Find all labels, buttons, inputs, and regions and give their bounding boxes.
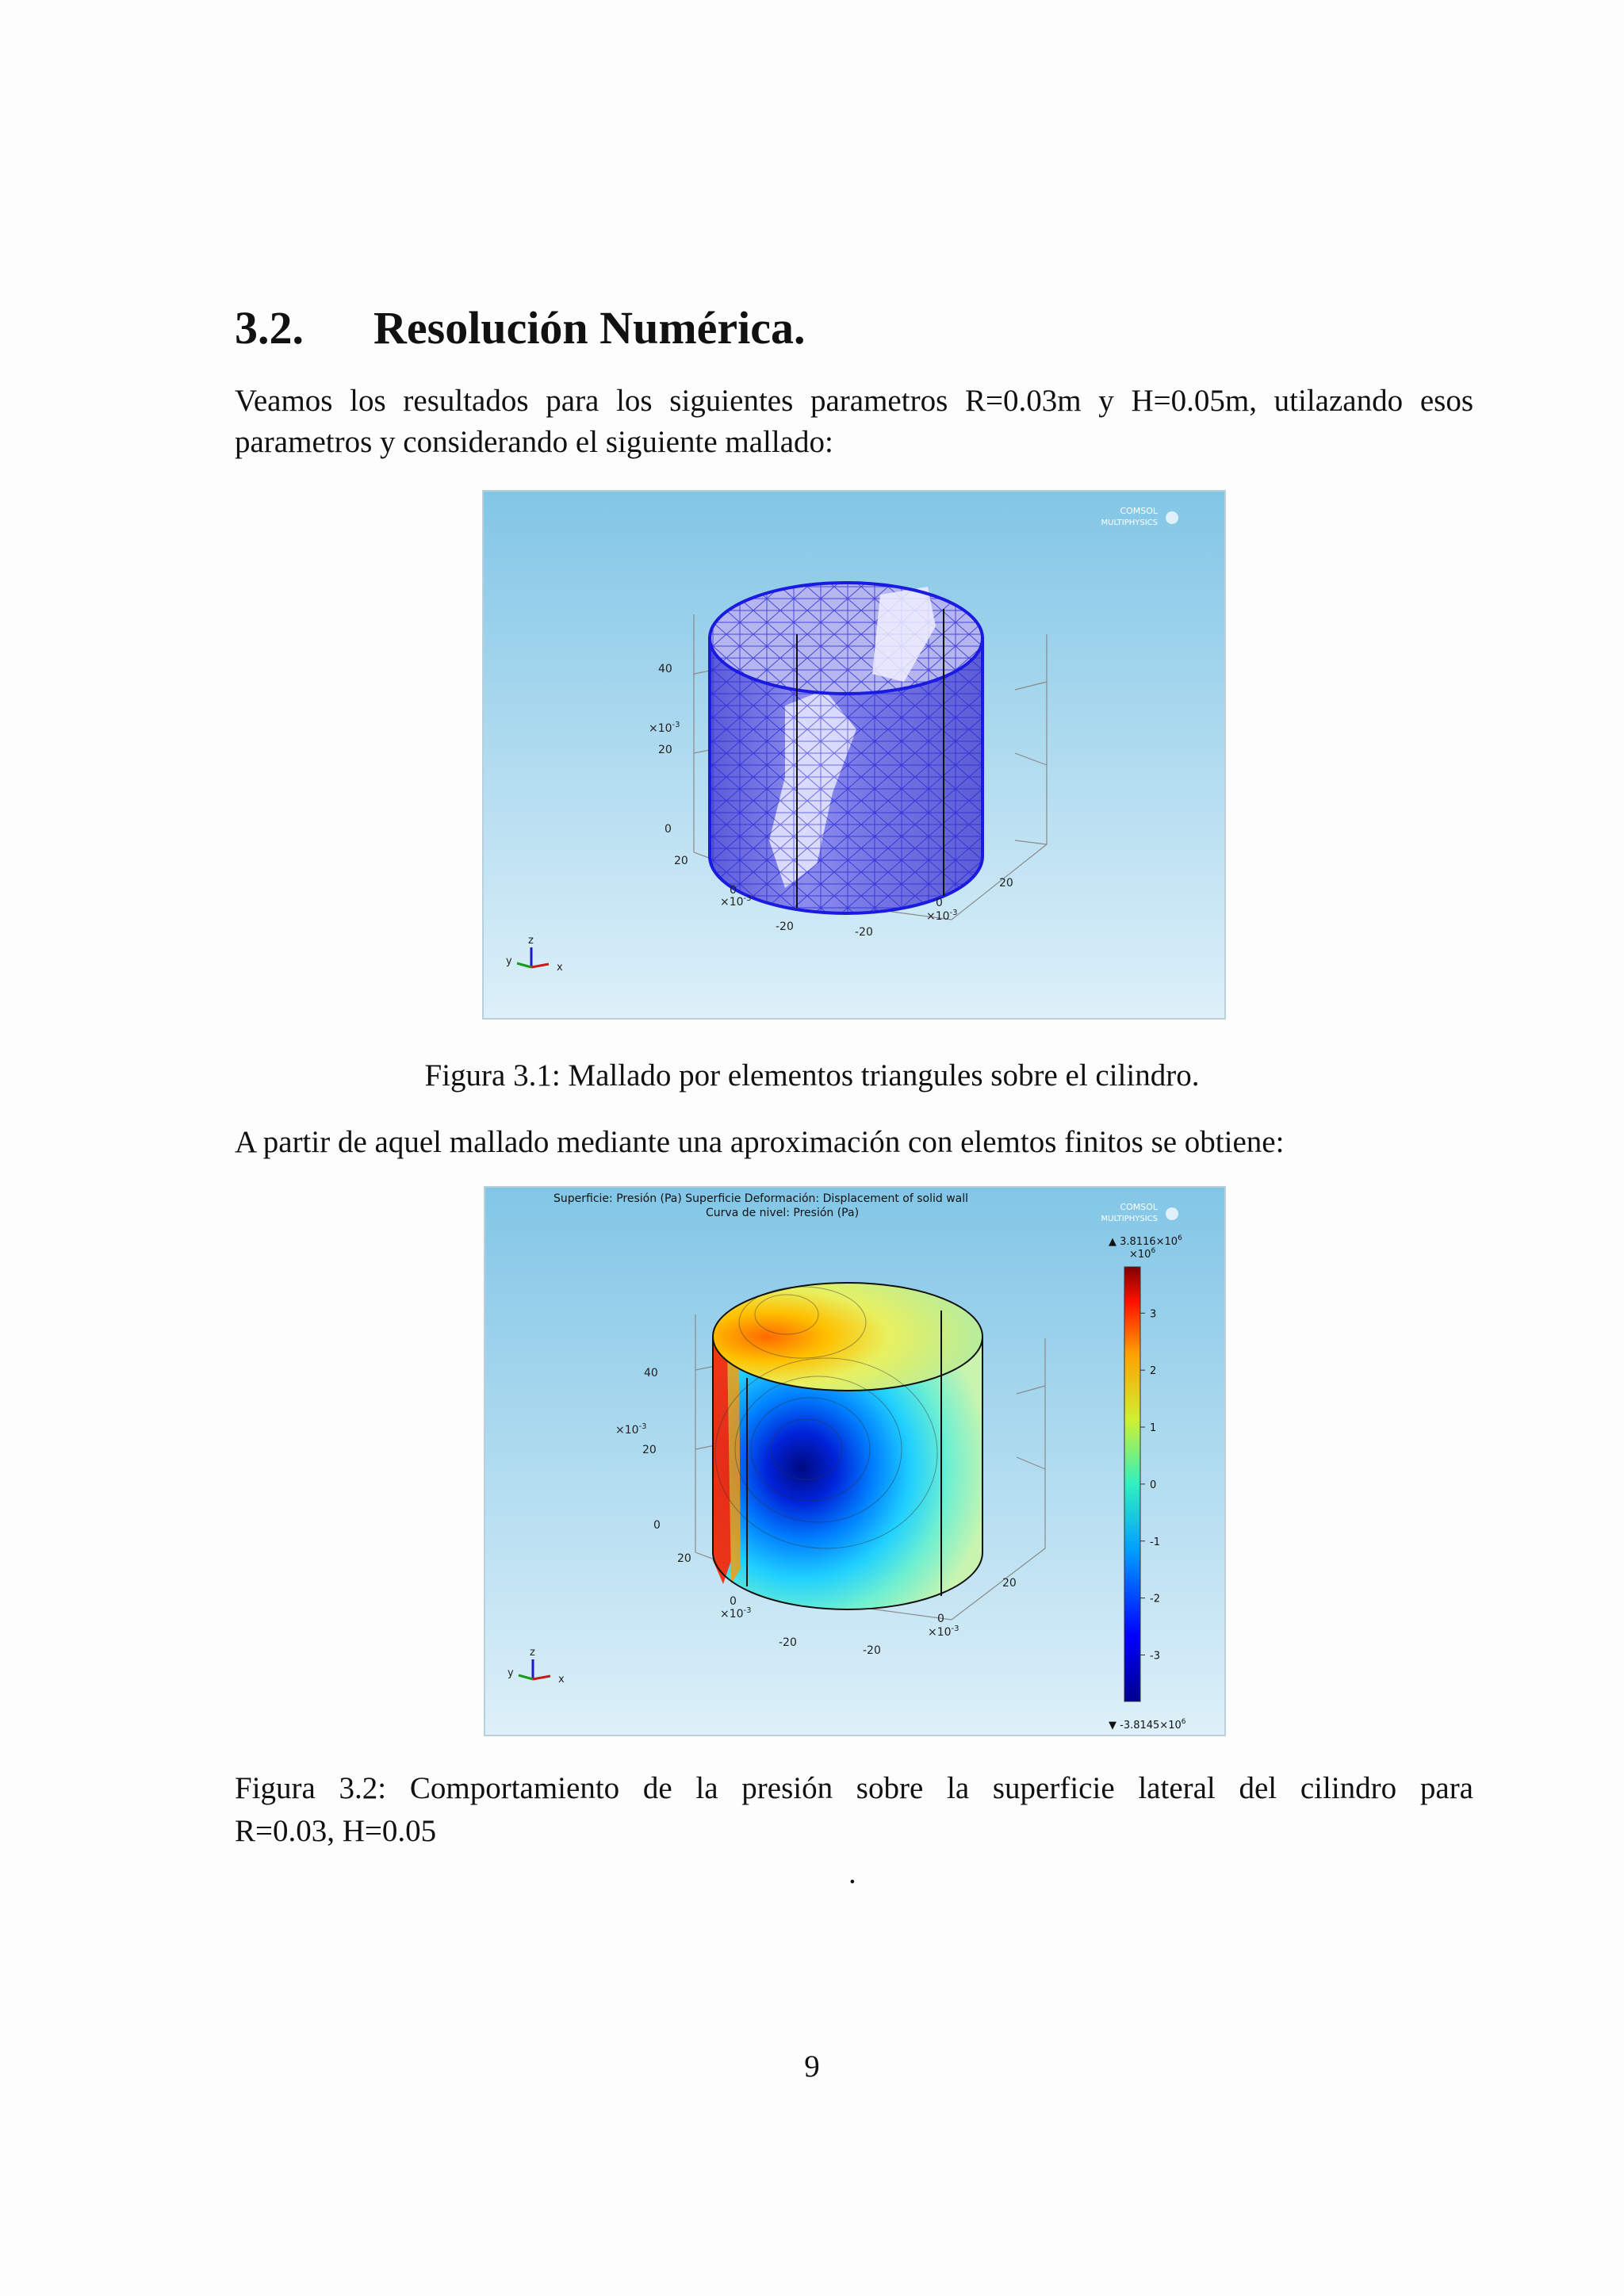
comsol-logo-icon [1166, 1207, 1178, 1220]
section-number: 3.2. [235, 302, 304, 354]
z-exp: $\times 10^{-3}$ [649, 721, 680, 735]
y-exp: $\times 10^{-3}$ [720, 894, 752, 909]
y-tick-0: 0 [730, 1595, 737, 1608]
comsol-logo-line1: COMSOL [1120, 506, 1158, 516]
y-exp: $\times 10^{-3}$ [720, 1606, 752, 1621]
mesh-cylinder [710, 583, 982, 913]
x-tick-20: 20 [999, 877, 1013, 890]
pressure-cylinder [713, 1283, 982, 1609]
section-title: Resolución Numérica. [373, 302, 806, 354]
middle-paragraph: A partir de aquel mallado mediante una aproximación con elemtos finitos se obtiene: [235, 1125, 1285, 1159]
triad-y: y [508, 1667, 514, 1679]
colorbar-max-label: ▲ $3.8116\times 10^6$ [1109, 1234, 1182, 1248]
colorbar-gradient [1124, 1267, 1140, 1701]
triad-y: y [506, 955, 512, 967]
colorbar-tick-label: 1 [1150, 1422, 1157, 1435]
y-tick-20: 20 [674, 855, 688, 867]
plot-header-line2: Curva de nivel: Presión (Pa) [706, 1207, 860, 1219]
page-number: 9 [804, 2049, 820, 2084]
triad-x: x [558, 1674, 565, 1686]
z-tick-40: 40 [644, 1367, 658, 1380]
y-tick-20: 20 [677, 1552, 691, 1565]
triad-z: z [528, 935, 534, 947]
z-tick-0: 0 [653, 1519, 661, 1532]
y-tick-minus20: -20 [776, 920, 794, 933]
comsol-logo-line2: MULTIPHYSICS [1101, 1215, 1158, 1223]
figure2-caption-line2: R=0.03, H=0.05 [235, 1814, 437, 1848]
colorbar-tick-label: -3 [1150, 1650, 1160, 1663]
colorbar-min-label: ▼ $-3.8145\times 10^6$ [1109, 1718, 1186, 1732]
x-exp: $\times 10^{-3}$ [926, 909, 958, 923]
colorbar-tick-label: 2 [1150, 1365, 1157, 1378]
colorbar-unit: $\times 10^6$ [1129, 1247, 1156, 1261]
y-tick-minus20: -20 [779, 1636, 797, 1649]
trailing-dot: . [848, 1856, 856, 1890]
z-tick-0: 0 [665, 823, 672, 836]
comsol-logo-line1: COMSOL [1120, 1202, 1158, 1212]
x-tick-20: 20 [1002, 1577, 1017, 1590]
x-tick-minus20: -20 [863, 1644, 881, 1657]
colorbar-tick-label: -2 [1150, 1593, 1160, 1605]
y-tick-0: 0 [730, 884, 737, 897]
figure2-caption-line1: Figura 3.2: Comportamiento de la presión sobre la superficie lateral del cilindro para [235, 1771, 1473, 1805]
intro-paragraph: Veamos los resultados para los siguientes parametros R=0.03m y H=0.05m, utilazando esos parametros y considerando el siguiente mallado: [235, 384, 1473, 459]
figure-pressure [484, 1186, 1226, 1736]
triad-x: x [557, 962, 563, 974]
z-tick-40: 40 [658, 663, 672, 675]
colorbar-tick-label: 0 [1150, 1479, 1157, 1491]
comsol-logo-line2: MULTIPHYSICS [1101, 519, 1158, 527]
x-exp: $\times 10^{-3}$ [928, 1624, 959, 1639]
x-tick-0: 0 [936, 897, 943, 909]
colorbar-tick-label: 3 [1150, 1308, 1157, 1321]
z-tick-20: 20 [658, 744, 672, 756]
triad-z: z [530, 1647, 535, 1659]
x-tick-0: 0 [937, 1613, 944, 1625]
plot-header-line1: Superficie: Presión (Pa) Superficie Deformación: Displacement of solid wall [553, 1192, 969, 1205]
x-tick-minus20: -20 [855, 926, 873, 939]
colorbar-tick-label: -1 [1150, 1536, 1160, 1548]
figure1-caption: Figura 3.1: Mallado por elementos triangules sobre el cilindro. [424, 1058, 1200, 1093]
z-exp: $\times 10^{-3}$ [615, 1422, 647, 1437]
z-tick-20: 20 [642, 1444, 657, 1456]
figure-mesh [482, 490, 1226, 1020]
section-heading [235, 301, 806, 354]
comsol-logo-icon [1166, 511, 1178, 524]
